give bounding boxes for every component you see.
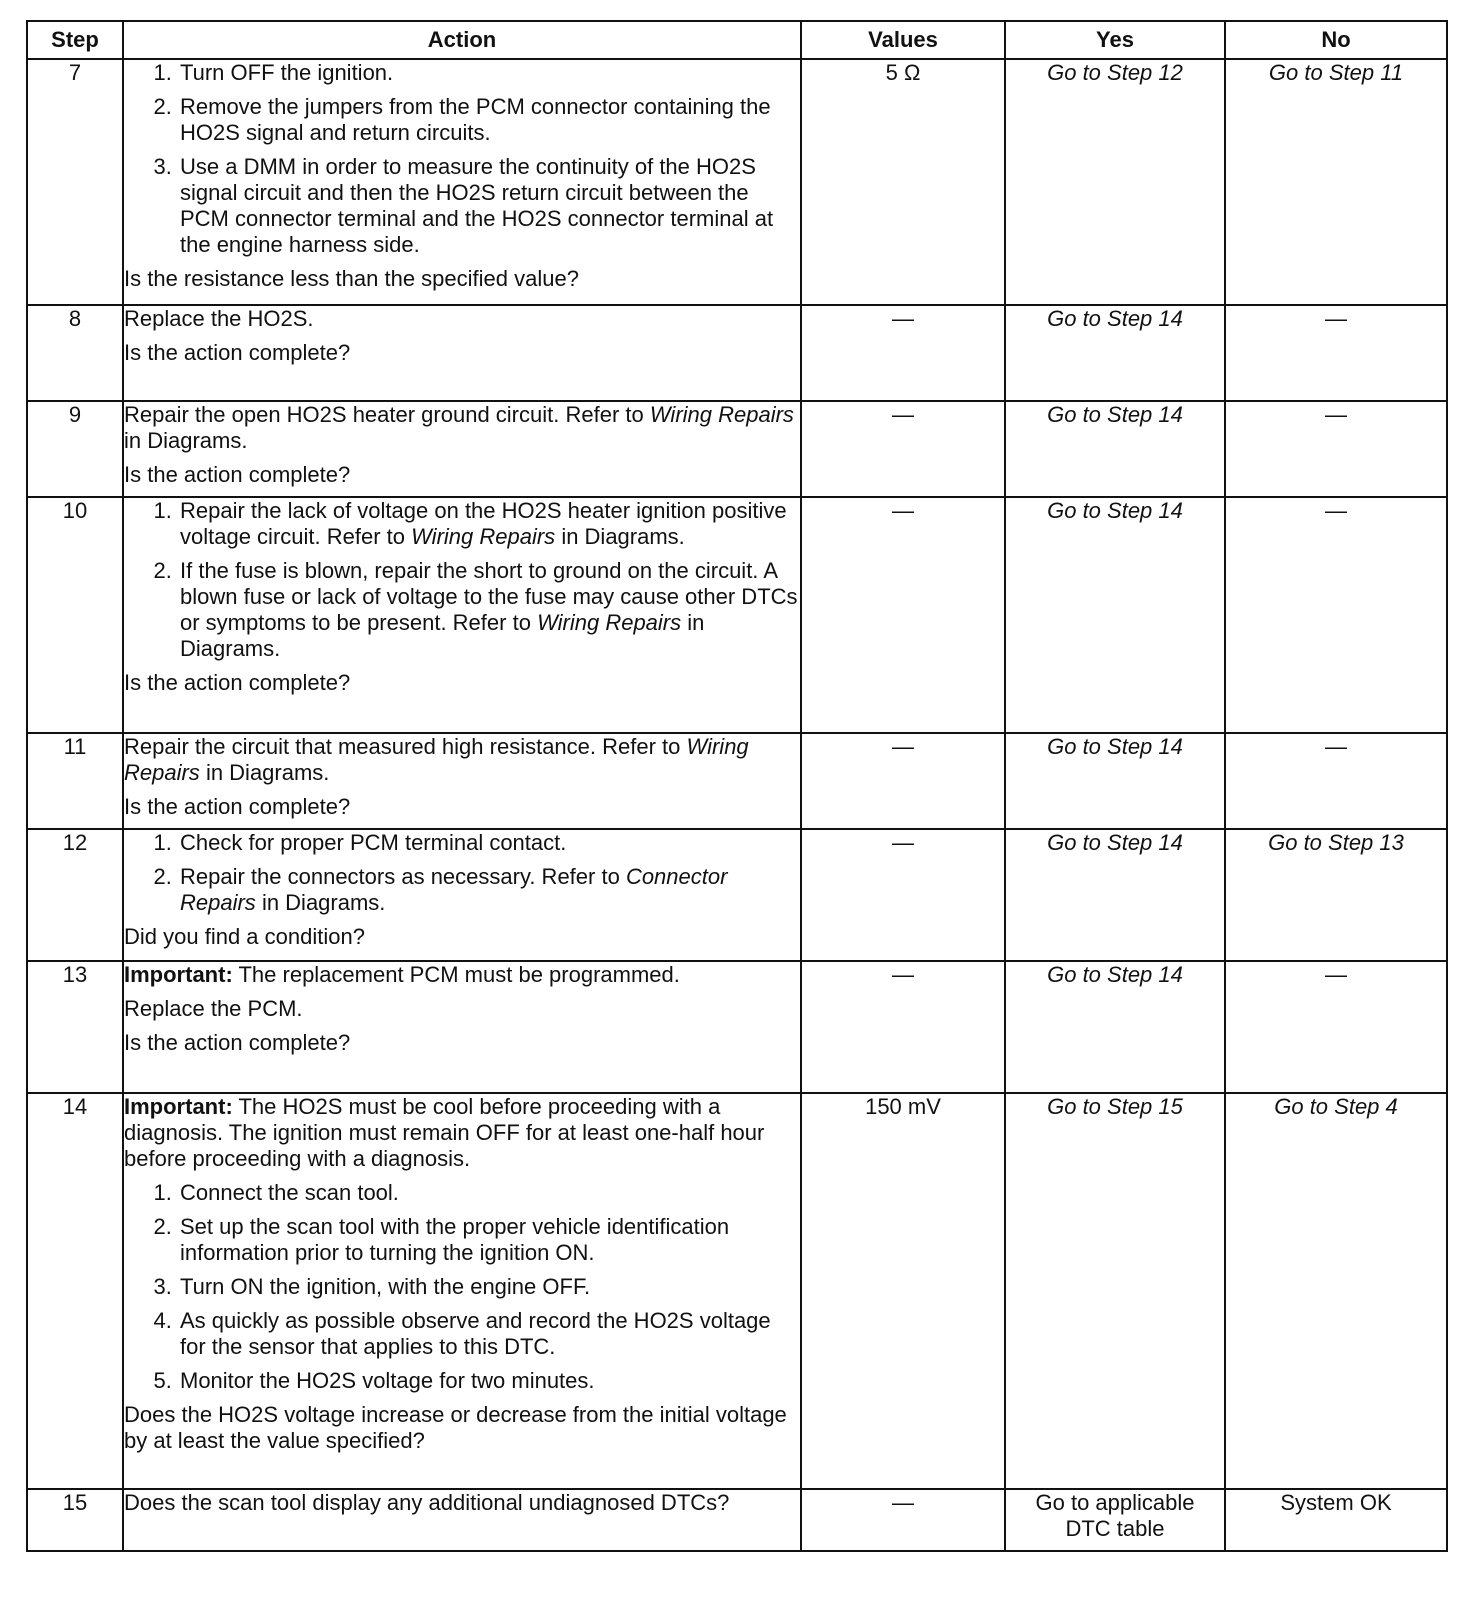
value-cell: — [801, 961, 1005, 1093]
step-number: 8 [27, 305, 123, 401]
important-note: Important: The replacement PCM must be programmed. [124, 962, 680, 987]
yes-line: DTC table [1065, 1516, 1165, 1541]
value-cell: 5 Ω [801, 59, 1005, 305]
action-cell [123, 829, 801, 961]
action-text: Repair the circuit that measured high resistance. Refer to Wiring Repairs in Diagrams. [124, 734, 749, 785]
step-number: 9 [27, 401, 123, 497]
table-row [27, 1489, 1447, 1551]
action-cell [123, 1489, 801, 1551]
step-number: 12 [27, 829, 123, 961]
step-number: 14 [27, 1093, 123, 1489]
action-item: 2. If the fuse is blown, repair the short to ground on the circuit. A blown fuse or lack of voltage to the fuse may cause other DTCs or symptoms to be present. Refer to Wiring Repairs in Diagrams. [178, 558, 800, 662]
value-cell: — [801, 305, 1005, 401]
action-question: Does the scan tool display any additional undiagnosed DTCs? [124, 1490, 730, 1515]
action-item: 3. Turn ON the ignition, with the engine OFF. [178, 1274, 800, 1300]
step-number: 15 [27, 1489, 123, 1551]
action-item: 1. Connect the scan tool. [178, 1180, 800, 1206]
value-cell: — [801, 829, 1005, 961]
wiring-repairs-ref: Wiring Repairs [537, 610, 682, 635]
yes-cell: Go to Step 14 [1005, 961, 1225, 1093]
header-step: Step [27, 21, 123, 59]
important-label: Important: [124, 1094, 233, 1119]
action-text: Replace the PCM. [124, 996, 303, 1021]
value-cell: — [801, 733, 1005, 829]
header-no: No [1225, 21, 1447, 59]
table-row [27, 733, 1447, 829]
value-cell: — [801, 1489, 1005, 1551]
action-item: 1. Turn OFF the ignition. [178, 60, 800, 86]
action-cell [123, 961, 801, 1093]
no-cell: — [1225, 961, 1447, 1093]
table-row [27, 305, 1447, 401]
action-item: 5. Monitor the HO2S voltage for two minutes. [178, 1368, 800, 1394]
step-number: 13 [27, 961, 123, 1093]
step-number: 7 [27, 59, 123, 305]
yes-cell: Go to Step 14 [1005, 305, 1225, 401]
value-cell: — [801, 401, 1005, 497]
action-cell [123, 59, 801, 305]
action-item: 1. Repair the lack of voltage on the HO2S heater ignition positive voltage circuit. Refer to Wiring Repairs in Diagrams. [178, 498, 800, 550]
yes-cell: Go to Step 14 [1005, 829, 1225, 961]
action-question: Is the action complete? [124, 670, 351, 695]
connector-repairs-ref: Connector Repairs [180, 864, 728, 915]
action-question: Is the action complete? [124, 794, 351, 819]
action-item: 2. Remove the jumpers from the PCM connector containing the HO2S signal and return circuits. [178, 94, 800, 146]
yes-cell: Go to Step 14 [1005, 497, 1225, 733]
action-cell [123, 497, 801, 733]
table-row [27, 59, 1447, 305]
action-question: Is the resistance less than the specified value? [124, 266, 579, 291]
wiring-repairs-ref: Wiring Repairs [649, 402, 794, 427]
no-cell: Go to Step 11 [1225, 59, 1447, 305]
action-text: Replace the HO2S. [124, 306, 314, 331]
step-number: 10 [27, 497, 123, 733]
no-cell: — [1225, 733, 1447, 829]
no-cell: Go to Step 13 [1225, 829, 1447, 961]
action-item: 2. Set up the scan tool with the proper vehicle identification information prior to turning the ignition ON. [178, 1214, 800, 1266]
action-cell [123, 305, 801, 401]
header-row [27, 21, 1447, 59]
table-row [27, 961, 1447, 1093]
yes-cell: Go to Step 12 [1005, 59, 1225, 305]
action-question: Is the action complete? [124, 340, 351, 365]
important-label: Important: [124, 962, 233, 987]
yes-line: Go to applicable [1035, 1490, 1195, 1515]
action-question: Is the action complete? [124, 1030, 351, 1055]
yes-cell [1005, 1489, 1225, 1551]
action-question: Did you find a condition? [124, 924, 365, 949]
action-cell [123, 1093, 801, 1489]
no-cell: — [1225, 497, 1447, 733]
no-cell: — [1225, 305, 1447, 401]
wiring-repairs-ref: Wiring Repairs [411, 524, 556, 549]
no-cell: — [1225, 401, 1447, 497]
diagnostic-table [26, 20, 1448, 1552]
no-cell: Go to Step 4 [1225, 1093, 1447, 1489]
action-question: Is the action complete? [124, 462, 351, 487]
table-row [27, 1093, 1447, 1489]
table-row [27, 401, 1447, 497]
action-item: 4. As quickly as possible observe and record the HO2S voltage for the sensor that applies to this DTC. [178, 1308, 800, 1360]
value-cell: 150 mV [801, 1093, 1005, 1489]
yes-cell: Go to Step 14 [1005, 733, 1225, 829]
header-action: Action [123, 21, 801, 59]
important-note: Important: The HO2S must be cool before proceeding with a diagnosis. The ignition must remain OFF for at least one-half hour before proceeding with a diagnosis. [124, 1094, 765, 1171]
action-question: Does the HO2S voltage increase or decrease from the initial voltage by at least the value specified? [124, 1402, 787, 1453]
action-cell [123, 401, 801, 497]
header-values: Values [801, 21, 1005, 59]
action-item: 1. Check for proper PCM terminal contact. [178, 830, 800, 856]
table-row [27, 497, 1447, 733]
value-cell: — [801, 497, 1005, 733]
step-number: 11 [27, 733, 123, 829]
no-cell: System OK [1225, 1489, 1447, 1551]
action-cell [123, 733, 801, 829]
wiring-repairs-ref: Wiring Repairs [124, 734, 749, 785]
action-text: Repair the open HO2S heater ground circuit. Refer to Wiring Repairs in Diagrams. [124, 402, 794, 453]
header-yes: Yes [1005, 21, 1225, 59]
action-item: 3. Use a DMM in order to measure the continuity of the HO2S signal circuit and then the HO2S return circuit between the PCM connector terminal and the HO2S connector terminal at the engine harness side. [178, 154, 800, 258]
yes-cell: Go to Step 14 [1005, 401, 1225, 497]
action-item: 2. Repair the connectors as necessary. Refer to Connector Repairs in Diagrams. [178, 864, 800, 916]
yes-cell: Go to Step 15 [1005, 1093, 1225, 1489]
table-row [27, 829, 1447, 961]
